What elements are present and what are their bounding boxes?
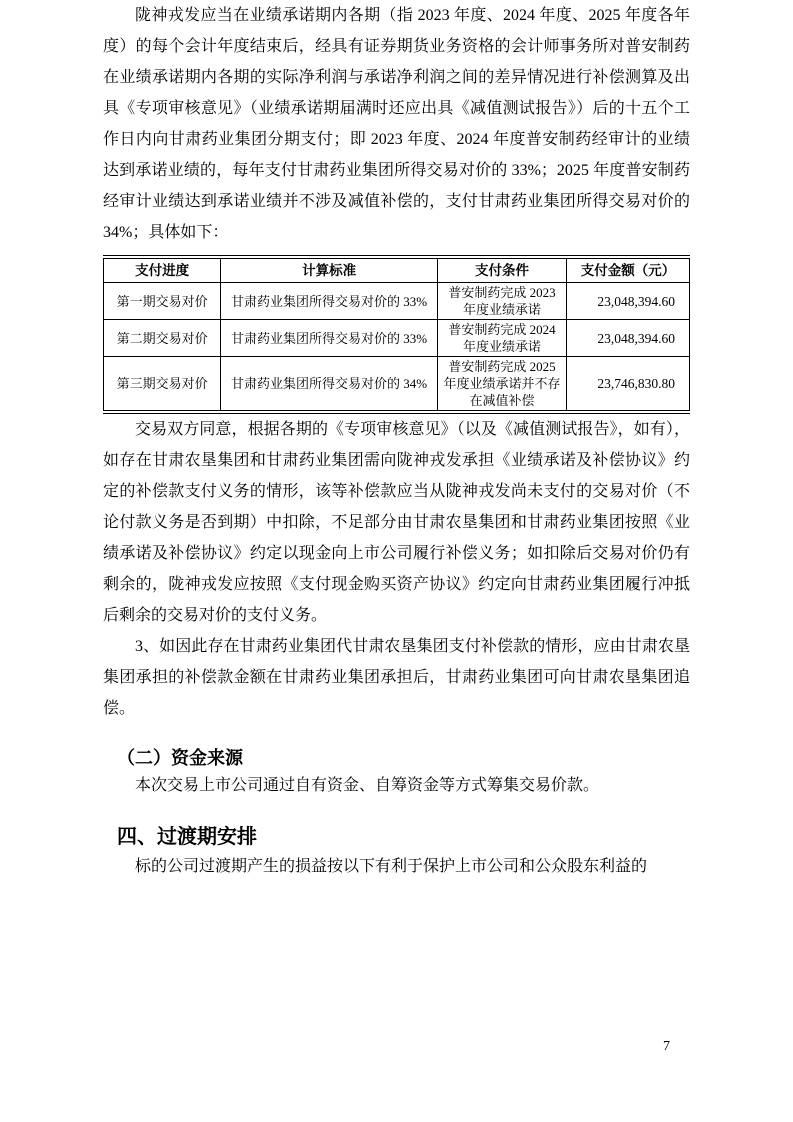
table-row [104, 283, 690, 320]
table-cell: 普安制药完成 2025 年度业绩承诺并不存在减值补偿 [438, 357, 567, 413]
table-cell: 23,746,830.80 [566, 357, 689, 413]
table-cell: 23,048,394.60 [566, 283, 689, 320]
paragraph-funding-source: 本次交易上市公司通过自有资金、自筹资金等方式筹集交易价款。 [135, 777, 600, 794]
table-cell: 第三期交易对价 [104, 357, 221, 413]
table-cell: 普安制药完成 2024 年度业绩承诺 [438, 320, 567, 357]
table-cell: 甘肃药业集团所得交易对价的 34% [221, 357, 438, 413]
payment-schedule-table [103, 255, 690, 414]
table-cell: 甘肃药业集团所得交易对价的 33% [221, 320, 438, 357]
paragraph-transition-period: 标的公司过渡期产生的损益按以下有利于保护上市公司和公众股东利益的 [135, 858, 648, 875]
heading-transition-period: 四、过渡期安排 [117, 826, 257, 848]
heading-funding-source: （二）资金来源 [117, 748, 243, 768]
document-content [103, 0, 690, 882]
table-header-cell: 计算标准 [221, 257, 438, 283]
table-header-cell: 支付条件 [438, 257, 567, 283]
table-header-cell: 支付金额（元） [566, 257, 689, 283]
paragraph-recourse-clause: 3、如因此存在甘肃药业集团代甘肃农垦集团支付补偿款的情形，应由甘肃农垦集团承担的补偿款金额在甘肃药业集团承担后，甘肃药业集团可向甘肃农垦集团追偿。 [103, 638, 690, 717]
paragraph-compensation-deduction: 交易双方同意，根据各期的《专项审核意见》（以及《减值测试报告》，如有），如存在甘肃农垦集团和甘肃药业集团需向陇神戎发承担《业绩承诺及补偿协议》约定的补偿款支付义务的情形，该等补偿款应当从陇神戎发尚未支付的交易对价（不论付款义务是否到期）中扣除，不足部分由甘肃农垦集团和甘肃药业集团按照《业绩承诺及补偿协议》约定以现金向上市公司履行补偿义务；如扣除后交易对价仍有剩余的，陇神戎发应按照《支付现金购买资产协议》约定向甘肃药业集团履行冲抵后剩余的交易对价的支付义务。 [103, 421, 690, 624]
table-cell: 第一期交易对价 [104, 283, 221, 320]
page-number: 7 [663, 1039, 670, 1054]
paragraph-performance-commitment-payment: 陇神戎发应当在业绩承诺期内各期（指 2023 年度、2024 年度、2025 年度各年度）的每个会计年度结束后，经具有证券期货业务资格的会计师事务所对普安制药在业绩承诺期内各期的实际净利润与承诺净利润之间的差异情况进行补偿测算及出具《专项审核意见》（业绩承诺期届满时还应出具《减值测试报告》）后的十五个工作日内向甘肃药业集团分期支付；即 2023 年度、2024 年度普安制药经审计的业绩达到承诺业绩的，每年支付甘肃药业集团所得交易对价的 33%；2025 年度普安制药经审计业绩达到承诺业绩并不涉及减值补偿的，支付甘肃药业集团所得交易对价的 34%；具体如下： [103, 7, 690, 241]
table-header-row [104, 257, 690, 283]
table-cell: 第二期交易对价 [104, 320, 221, 357]
table-cell: 普安制药完成 2023 年度业绩承诺 [438, 283, 567, 320]
table-header-cell: 支付进度 [104, 257, 221, 283]
table-cell: 甘肃药业集团所得交易对价的 33% [221, 283, 438, 320]
table-row [104, 320, 690, 357]
table-cell: 23,048,394.60 [566, 320, 689, 357]
payment-table-body [104, 283, 690, 413]
table-row [104, 357, 690, 413]
